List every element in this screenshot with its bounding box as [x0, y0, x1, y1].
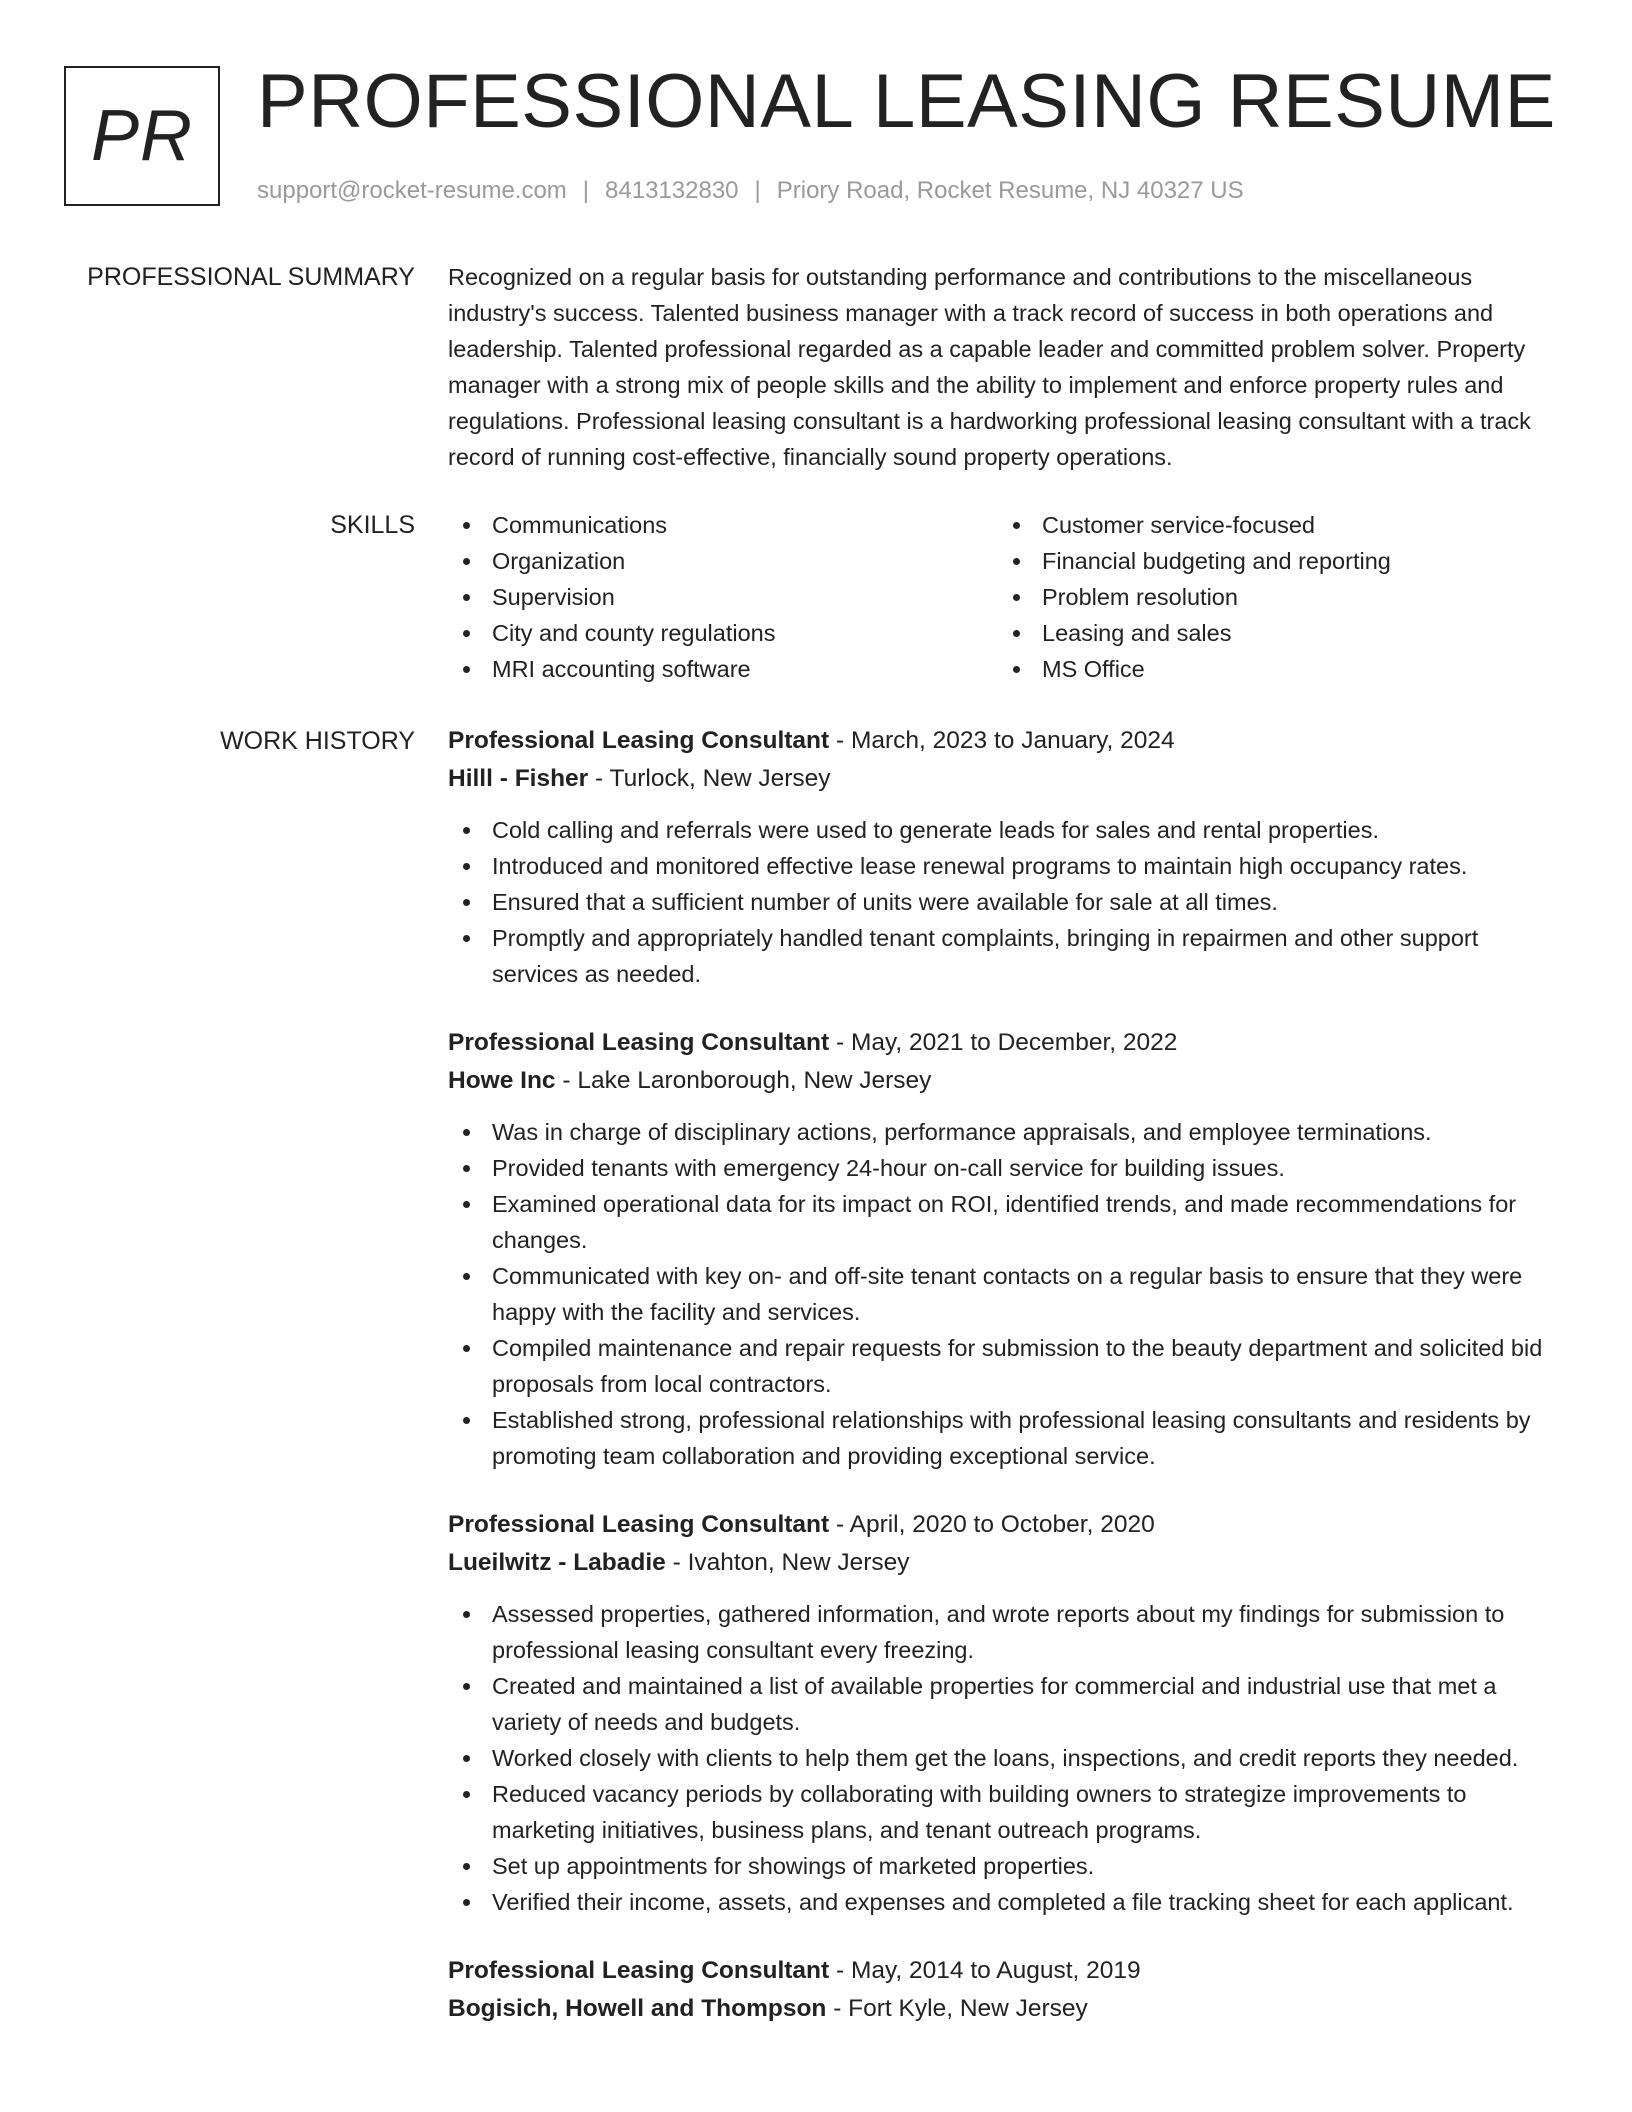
job-title-line	[448, 1506, 1568, 1544]
job-title-line	[448, 722, 1568, 760]
job-company-line	[448, 760, 1568, 798]
job-title-line	[448, 1024, 1568, 1062]
job-bullet: Introduced and monitored effective lease renewal programs to maintain high occupancy rates.	[448, 848, 1568, 884]
job-bullet: Set up appointments for showings of marketed properties.	[448, 1848, 1568, 1884]
job-company: Hilll - Fisher	[448, 765, 589, 792]
job-company: Lueilwitz - Labadie	[448, 1549, 666, 1576]
skill-item: Customer service-focused	[998, 507, 1548, 543]
skill-item: Organization	[448, 543, 998, 579]
contact-email[interactable]: support@rocket-resume.com	[257, 177, 567, 204]
job-title: Professional Leasing Consultant	[448, 1511, 830, 1538]
job-entry	[448, 1024, 1568, 1474]
job-bullets	[448, 812, 1568, 992]
job-bullet: Was in charge of disciplinary actions, performance appraisals, and employee terminations.	[448, 1114, 1568, 1150]
job-dates: - March, 2023 to January, 2024	[829, 727, 1175, 754]
job-dates: - May, 2014 to August, 2019	[829, 1957, 1141, 1984]
summary-text: Recognized on a regular basis for outstanding performance and contributions to the miscellaneous industry's success. Talented business manager with a track record of success in both operations and leadership. Talented professional regarded as a capable leader and committed problem solver. Property manager with a strong mix of people skills and the ability to implement and enforce property rules and regulations. Professional leasing consultant is a hardworking professional leasing consultant with a track record of running cost-effective, financially sound property operations.	[448, 264, 1531, 470]
job-bullet: Worked closely with clients to help them get the loans, inspections, and credit reports they needed.	[448, 1740, 1568, 1776]
job-bullet: Reduced vacancy periods by collaborating with building owners to strategize improvements to marketing initiatives, business plans, and tenant outreach programs.	[448, 1776, 1568, 1848]
job-bullet: Created and maintained a list of available properties for commercial and industrial use that met a variety of needs and budgets.	[448, 1668, 1568, 1740]
job-bullets	[448, 1596, 1568, 1920]
skills-list-right	[998, 507, 1548, 687]
skill-item: Supervision	[448, 579, 998, 615]
job-company: Bogisich, Howell and Thompson	[448, 1995, 827, 2022]
skills-body	[448, 507, 1568, 687]
monogram-badge: PR	[64, 66, 220, 206]
skill-item: MRI accounting software	[448, 651, 998, 687]
job-title: Professional Leasing Consultant	[448, 727, 830, 754]
skills-heading: SKILLS	[330, 511, 415, 539]
contact-address: Priory Road, Rocket Resume, NJ 40327 US	[776, 177, 1244, 204]
job-title-line	[448, 1952, 1568, 1990]
job-company-line	[448, 1062, 1568, 1100]
job-location: - Turlock, New Jersey	[588, 765, 831, 792]
skill-item: Communications	[448, 507, 998, 543]
job-bullet: Established strong, professional relationships with professional leasing consultants and residents by promoting team collaboration and providing exceptional service.	[448, 1402, 1568, 1474]
skill-item: City and county regulations	[448, 615, 998, 651]
summary-heading: PROFESSIONAL SUMMARY	[87, 263, 415, 291]
job-location: - Fort Kyle, New Jersey	[826, 1995, 1088, 2022]
job-bullet: Promptly and appropriately handled tenant complaints, bringing in repairmen and other support services as needed.	[448, 920, 1568, 992]
job-title: Professional Leasing Consultant	[448, 1029, 830, 1056]
skill-item: Problem resolution	[998, 579, 1548, 615]
job-entry	[448, 1506, 1568, 1920]
contact-phone[interactable]: 8413132830	[605, 177, 739, 204]
contact-separator: |	[582, 177, 590, 204]
job-bullet: Compiled maintenance and repair requests for submission to the beauty department and solicited bid proposals from local contractors.	[448, 1330, 1568, 1402]
job-title: Professional Leasing Consultant	[448, 1957, 830, 1984]
contact-line	[257, 176, 1244, 206]
job-bullet: Assessed properties, gathered information, and wrote reports about my findings for submission to professional leasing consultant every freezing.	[448, 1596, 1568, 1668]
job-location: - Ivahton, New Jersey	[665, 1549, 910, 1576]
contact-separator: |	[754, 177, 761, 204]
work-history-body	[448, 722, 1568, 2060]
skill-item: MS Office	[998, 651, 1548, 687]
job-bullet: Cold calling and referrals were used to generate leads for sales and rental properties.	[448, 812, 1568, 848]
job-bullets	[448, 1114, 1568, 1474]
work-history-heading: WORK HISTORY	[220, 727, 415, 755]
skills-list-left	[448, 507, 998, 687]
job-company: Howe Inc	[448, 1067, 556, 1094]
resume-title: PROFESSIONAL LEASING RESUME	[257, 59, 1556, 144]
job-dates: - May, 2021 to December, 2022	[829, 1029, 1178, 1056]
job-bullet: Examined operational data for its impact on ROI, identified trends, and made recommendations for changes.	[448, 1186, 1568, 1258]
job-entry	[448, 722, 1568, 992]
job-company-line	[448, 1990, 1568, 2028]
job-bullet: Ensured that a sufficient number of units were available for sale at all times.	[448, 884, 1568, 920]
job-bullet: Communicated with key on- and off-site tenant contacts on a regular basis to ensure that they were happy with the facility and services.	[448, 1258, 1568, 1330]
job-dates: - April, 2020 to October, 2020	[829, 1511, 1155, 1538]
skill-item: Leasing and sales	[998, 615, 1548, 651]
job-entry	[448, 1952, 1568, 2028]
summary-body	[448, 259, 1568, 475]
job-bullet: Provided tenants with emergency 24-hour on-call service for building issues.	[448, 1150, 1568, 1186]
skill-item: Financial budgeting and reporting	[998, 543, 1548, 579]
job-location: - Lake Laronborough, New Jersey	[555, 1067, 932, 1094]
job-company-line	[448, 1544, 1568, 1582]
job-bullet: Verified their income, assets, and expenses and completed a file tracking sheet for each applicant.	[448, 1884, 1568, 1920]
